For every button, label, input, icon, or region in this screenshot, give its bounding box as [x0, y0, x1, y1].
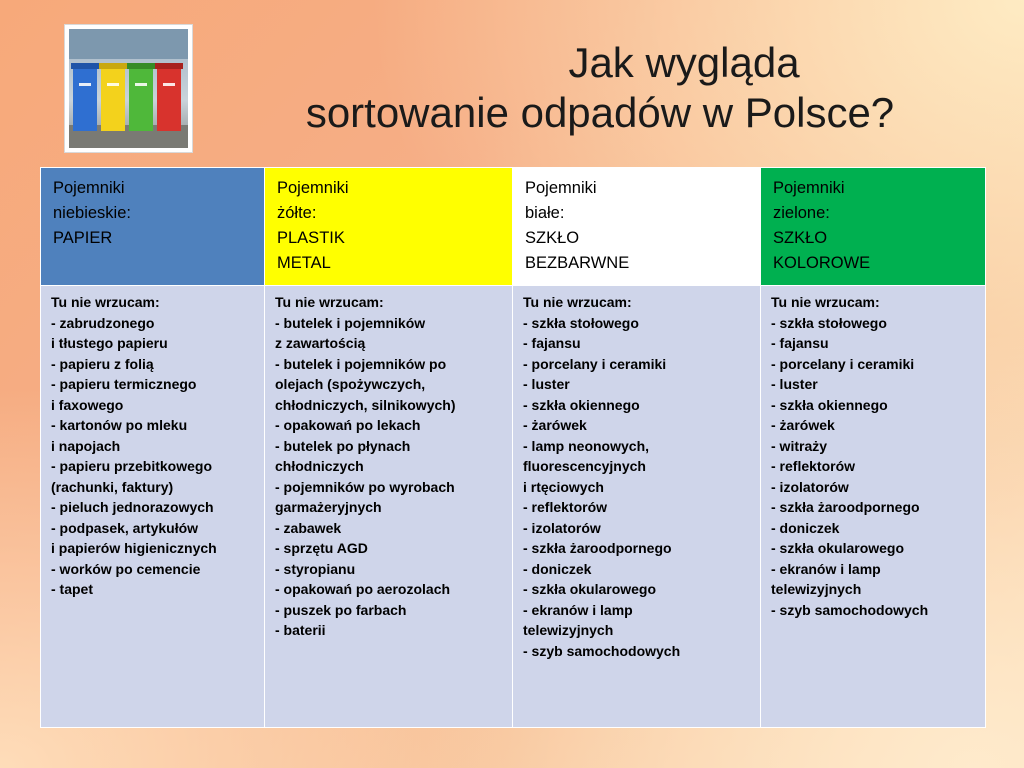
list-item: - szkła okiennego	[523, 396, 640, 413]
list-item: - papieru przebitkowego	[51, 458, 213, 474]
header-white-bin	[513, 168, 761, 286]
list-item: - szkła stołowego	[523, 314, 639, 331]
list-item: i napojach	[51, 437, 121, 454]
list-item: - reflektorów	[771, 458, 856, 474]
header-line: Pojemniki	[277, 179, 349, 197]
list-item: - luster	[523, 376, 570, 392]
list-item: - lamp neonowych,	[523, 437, 650, 454]
list-item: - sprzętu AGD	[275, 540, 368, 556]
list-item: - doniczek	[771, 519, 840, 536]
list-item: - szyb samochodowych	[523, 642, 681, 659]
header-line: Pojemniki	[773, 179, 845, 197]
list-item: - porcelany i ceramiki	[523, 355, 667, 372]
list-item: - pojemników po wyrobach	[275, 478, 455, 495]
header-line: PLASTIK	[277, 229, 345, 247]
list-item: - opakowań po aerozolach	[275, 581, 451, 597]
white-bin-exclusions	[513, 286, 761, 728]
list-item: - papieru termicznego	[51, 376, 197, 392]
list-item: - opakowań po lekach	[275, 417, 421, 433]
header-row	[41, 168, 986, 286]
list-item: - worków po cemencie	[51, 560, 201, 577]
list-item: (rachunki, faktury)	[51, 478, 174, 495]
list-item: - zabrudzonego	[51, 314, 155, 331]
list-item: - izolatorów	[771, 478, 849, 495]
list-item: - styropianu	[275, 560, 356, 577]
header-line: METAL	[277, 254, 331, 272]
list-item: - papieru z folią	[51, 355, 154, 372]
list-item: - puszek po farbach	[275, 601, 407, 618]
header-green-bin	[761, 168, 986, 286]
body-row	[41, 286, 986, 728]
list-item: - szkła żaroodpornego	[771, 499, 920, 515]
header-line: KOLOROWE	[773, 254, 871, 272]
recycling-bins-icon	[65, 25, 192, 152]
header-line: żółte:	[277, 204, 317, 222]
list-item: i tłustego papieru	[51, 335, 168, 351]
list-item: - izolatorów	[523, 519, 601, 536]
header-yellow-bin	[265, 168, 513, 286]
list-heading: Tu nie wrzucam:	[51, 294, 160, 310]
list-item: - szkła żaroodpornego	[523, 540, 672, 556]
waste-sorting-table	[40, 167, 986, 728]
list-item: garmażeryjnych	[275, 499, 382, 515]
list-item: i rtęciowych	[523, 478, 604, 495]
header-line: Pojemniki	[525, 179, 597, 197]
header-line: SZKŁO	[525, 229, 580, 247]
header-line: białe:	[525, 204, 565, 222]
list-item: - szkła okularowego	[771, 540, 905, 556]
list-item: - butelek i pojemników po	[275, 355, 447, 372]
list-item: i faxowego	[51, 396, 124, 413]
header-blue-bin	[41, 168, 265, 286]
list-item: - szkła okiennego	[771, 396, 888, 413]
header-line: PAPIER	[53, 229, 113, 247]
list-heading: Tu nie wrzucam:	[771, 294, 880, 310]
list-item: - ekranów i lamp	[771, 560, 881, 577]
list-item: z zawartością	[275, 335, 366, 351]
title-line-2: sortowanie odpadów w Polsce?	[305, 89, 895, 136]
list-item: - kartonów po mleku	[51, 417, 188, 433]
list-item: - porcelany i ceramiki	[771, 355, 915, 372]
list-item: - butelek i pojemników	[275, 314, 426, 331]
header-line: Pojemniki	[53, 179, 125, 197]
list-item: telewizyjnych	[771, 581, 862, 597]
list-item: - luster	[771, 376, 818, 392]
list-item: telewizyjnych	[523, 622, 614, 638]
list-item: - butelek po płynach	[275, 437, 411, 454]
blue-bin-exclusions	[41, 286, 265, 728]
list-item: i papierów higienicznych	[51, 540, 217, 556]
list-item: olejach (spożywczych,	[275, 376, 426, 392]
title-line-1: Jak wygląda	[568, 39, 800, 86]
green-bin-exclusions	[761, 286, 986, 728]
list-heading: Tu nie wrzucam:	[275, 294, 384, 310]
list-item: - reflektorów	[523, 499, 608, 515]
list-item: - szkła okularowego	[523, 581, 657, 597]
list-item: - podpasek, artykułów	[51, 519, 199, 536]
list-item: - pieluch jednorazowych	[51, 499, 214, 515]
slide-title	[200, 38, 1000, 138]
header-line: SZKŁO	[773, 229, 828, 247]
list-item: - baterii	[275, 622, 326, 638]
list-item: - zabawek	[275, 519, 342, 536]
list-item: - tapet	[51, 581, 93, 597]
header-line: niebieskie:	[53, 204, 131, 222]
list-item: - fajansu	[523, 335, 581, 351]
list-heading: Tu nie wrzucam:	[523, 294, 632, 310]
list-item: chłodniczych	[275, 458, 364, 474]
list-item: - żarówek	[771, 417, 835, 433]
list-item: fluorescencyjnych	[523, 458, 646, 474]
list-item: - witraży	[771, 437, 828, 454]
list-item: - szkła stołowego	[771, 314, 887, 331]
list-item: - żarówek	[523, 417, 587, 433]
list-item: - szyb samochodowych	[771, 601, 929, 618]
header-line: zielone:	[773, 204, 830, 222]
recycling-bins-image	[65, 25, 192, 152]
list-item: - ekranów i lamp	[523, 601, 633, 618]
yellow-bin-exclusions	[265, 286, 513, 728]
list-item: chłodniczych, silnikowych)	[275, 396, 456, 413]
list-item: - fajansu	[771, 335, 829, 351]
list-item: - doniczek	[523, 560, 592, 577]
header-line: BEZBARWNE	[525, 254, 630, 272]
